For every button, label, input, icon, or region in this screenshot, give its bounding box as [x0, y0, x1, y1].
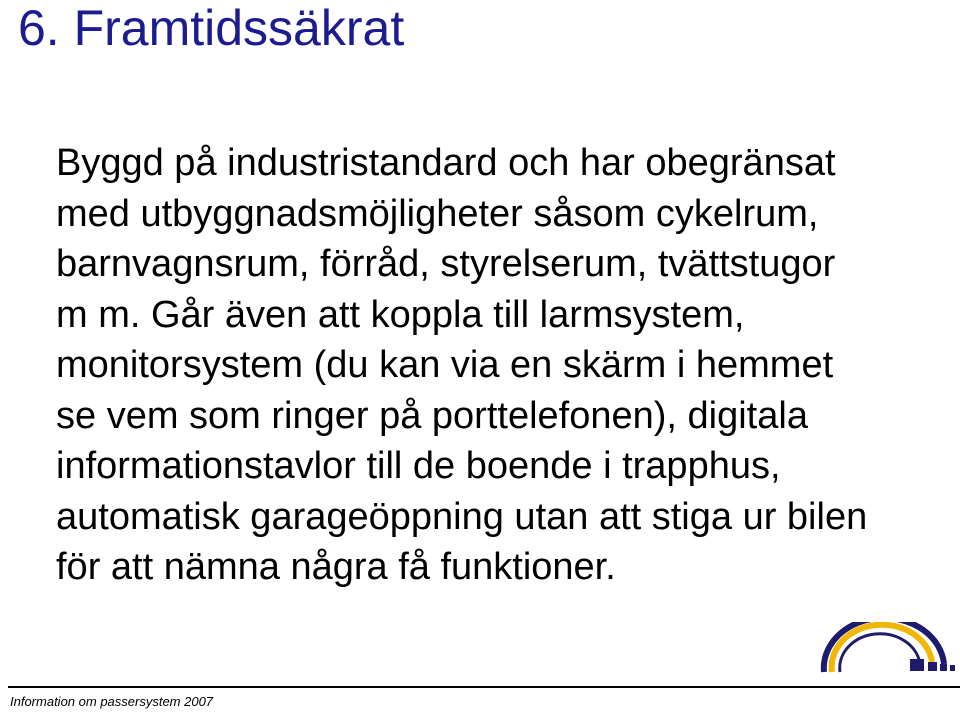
logo-arch-inner: [840, 634, 920, 672]
body-line: Byggd på industristandard och har obegränsat: [56, 142, 836, 184]
body-line: se vem som ringer på porttelefonen), digitala: [56, 394, 808, 437]
footer-caption: Information om passersystem 2007: [10, 694, 214, 709]
body-line: barnvagnsrum, förråd, styrelserum, tvättstugor: [56, 243, 836, 285]
body-line: för att nämna några få funktioner.: [56, 546, 616, 588]
body-line: m m. Går även att koppla till larmsystem,: [56, 293, 745, 336]
logo-block: [950, 665, 955, 671]
logo-block: [910, 659, 924, 671]
slide-body: [56, 138, 946, 593]
slide-title: 6. Framtidssäkrat: [18, 0, 405, 56]
body-line: automatisk garageöppning utan att stiga ur bilen: [56, 495, 868, 538]
logo-block: [928, 662, 937, 671]
logo-block: [940, 664, 947, 671]
body-line: monitorsystem (du kan via en skärm i hemmet: [56, 344, 834, 386]
footer-divider: [8, 686, 960, 688]
body-line: med utbyggnadsmöjligheter såsom cykelrum,: [56, 192, 819, 235]
body-line: informationstavlor till de boende i trapphus,: [56, 445, 781, 487]
company-logo: [818, 622, 956, 674]
